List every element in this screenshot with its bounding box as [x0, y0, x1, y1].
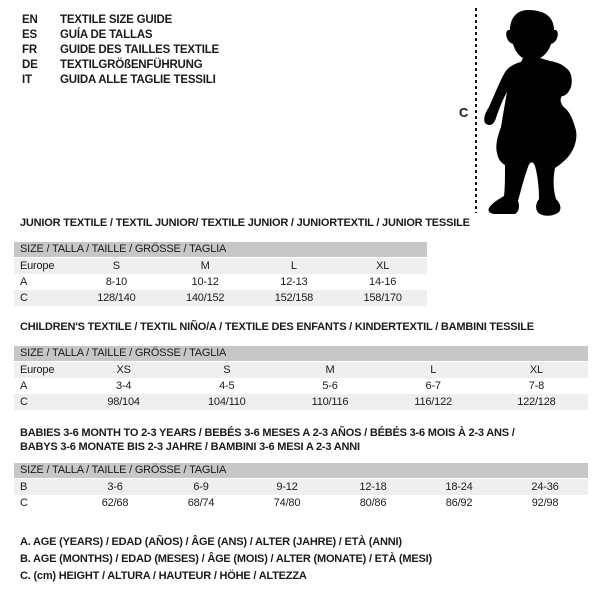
size-header-bar: SIZE / TALLA / TAILLE / GRÖSSE / TAGLIA — [14, 463, 588, 478]
cell-value: M — [278, 362, 381, 378]
cell-value: 3-4 — [115, 380, 132, 392]
cell-value: 3-6 — [72, 479, 158, 495]
cell-value: 98/104 — [72, 394, 175, 410]
cell-value: M — [161, 258, 250, 274]
language-header — [22, 13, 219, 88]
row-label: A — [20, 380, 28, 392]
section-title: CHILDREN'S TEXTILE / TEXTIL NIÑO/A / TEXTILE DES ENFANTS / KINDERTEXTIL / BAMBINI TESSILE — [20, 321, 534, 333]
measurement-legend — [20, 534, 432, 585]
table-row — [14, 479, 588, 495]
language-title: TEXTILGRÖßENFÜHRUNG — [60, 59, 203, 71]
height-marker-label: C — [459, 105, 469, 120]
cell-value: 80/86 — [359, 497, 387, 509]
language-row-it — [22, 73, 219, 88]
language-row-es — [22, 28, 219, 43]
language-title: GUIDE DES TAILLES TEXTILE — [60, 44, 219, 56]
legend-height-cm: C. (cm) HEIGHT / ALTURA / HAUTEUR / HÖHE / ALTEZZA — [20, 570, 307, 582]
language-title: TEXTILE SIZE GUIDE — [60, 14, 173, 26]
cell-value: 68/74 — [187, 497, 215, 509]
table-row — [14, 362, 588, 378]
cell-value: S — [175, 362, 278, 378]
cell-value: XS — [72, 362, 175, 378]
section-title-line1: BABIES 3-6 MONTH TO 2-3 YEARS / BEBÉS 3-6 MESES A 2-3 AÑOS / BÉBÉS 3-6 MOIS À 2-3 ANS / — [20, 427, 515, 439]
baby-toddler-silhouette-icon — [480, 0, 600, 216]
row-label: C — [14, 394, 72, 410]
language-row-fr — [22, 43, 219, 58]
row-label: A — [20, 276, 28, 288]
cell-value: 12-18 — [330, 479, 416, 495]
language-row-en — [22, 13, 219, 28]
language-code: FR — [22, 44, 37, 56]
cell-value: XL — [485, 362, 588, 378]
table-row — [14, 290, 427, 306]
language-code: DE — [22, 59, 38, 71]
children-size-table — [14, 362, 588, 410]
row-label: Europe — [14, 362, 72, 378]
section-title-line2: BABYS 3-6 MONATE BIS 2-3 JAHRE / BAMBINI 3-6 MESI A 2-3 ANNI — [20, 441, 360, 453]
cell-value: 5-6 — [322, 380, 338, 392]
language-row-de — [22, 58, 219, 73]
table-row — [14, 378, 588, 394]
cell-value: 86/92 — [445, 497, 473, 509]
cell-value: 14-16 — [369, 276, 397, 288]
cell-value: 152/158 — [250, 290, 339, 306]
cell-value: S — [72, 258, 161, 274]
cell-value: XL — [338, 258, 427, 274]
section-title: JUNIOR TEXTILE / TEXTIL JUNIOR/ TEXTILE JUNIOR / JUNIORTEXTIL / JUNIOR TESSILE — [20, 217, 470, 229]
table-row — [14, 394, 588, 410]
language-code: EN — [22, 14, 38, 26]
cell-value: 128/140 — [72, 290, 161, 306]
cell-value: 122/128 — [485, 394, 588, 410]
junior-size-table — [14, 258, 427, 306]
section-babies-textile — [14, 426, 588, 511]
table-row — [14, 274, 427, 290]
language-code: ES — [22, 29, 37, 41]
cell-value: 18-24 — [416, 479, 502, 495]
legend-age-months: B. AGE (MONTHS) / EDAD (MESES) / ÂGE (MOIS) / ALTER (MONATE) / ETÀ (MESI) — [20, 553, 432, 565]
cell-value: 110/116 — [278, 394, 381, 410]
cell-value: 6-9 — [158, 479, 244, 495]
cell-value: 104/110 — [175, 394, 278, 410]
cell-value: 6-7 — [425, 380, 441, 392]
table-row — [14, 258, 427, 274]
cell-value: 158/170 — [338, 290, 427, 306]
cell-value: 10-12 — [191, 276, 219, 288]
spacer — [14, 454, 588, 463]
cell-value: 9-12 — [244, 479, 330, 495]
language-code: IT — [22, 74, 32, 86]
row-label: B — [14, 479, 72, 495]
cell-value: 7-8 — [528, 380, 545, 392]
cell-value: L — [250, 258, 339, 274]
language-title: GUÍA DE TALLAS — [60, 29, 153, 41]
legend-age-years: A. AGE (YEARS) / EDAD (AÑOS) / ÂGE (ANS) / ALTER (JAHRE) / ETÀ (ANNI) — [20, 536, 402, 548]
spacer — [14, 334, 588, 346]
table-row — [14, 495, 588, 511]
cell-value: 12-13 — [280, 276, 308, 288]
cell-value: 8-10 — [105, 276, 127, 288]
cell-value: 4-5 — [219, 380, 235, 392]
spacer — [14, 230, 427, 242]
babies-size-table — [14, 479, 588, 511]
cell-value: 116/122 — [382, 394, 485, 410]
section-junior-textile — [14, 216, 470, 306]
section-childrens-textile — [14, 320, 588, 410]
row-label: Europe — [14, 258, 72, 274]
height-dotted-line — [475, 8, 477, 213]
cell-value: 74/80 — [273, 497, 301, 509]
cell-value: 24-36 — [502, 479, 588, 495]
cell-value: L — [382, 362, 485, 378]
language-title: GUIDA ALLE TAGLIE TESSILI — [60, 74, 216, 86]
size-header-bar: SIZE / TALLA / TAILLE / GRÖSSE / TAGLIA — [14, 242, 427, 257]
cell-value: 140/152 — [161, 290, 250, 306]
cell-value: 92/98 — [531, 497, 559, 509]
row-label: C — [14, 290, 72, 306]
size-header-bar: SIZE / TALLA / TAILLE / GRÖSSE / TAGLIA — [14, 346, 588, 361]
row-label: C — [20, 497, 28, 509]
cell-value: 62/68 — [101, 497, 129, 509]
